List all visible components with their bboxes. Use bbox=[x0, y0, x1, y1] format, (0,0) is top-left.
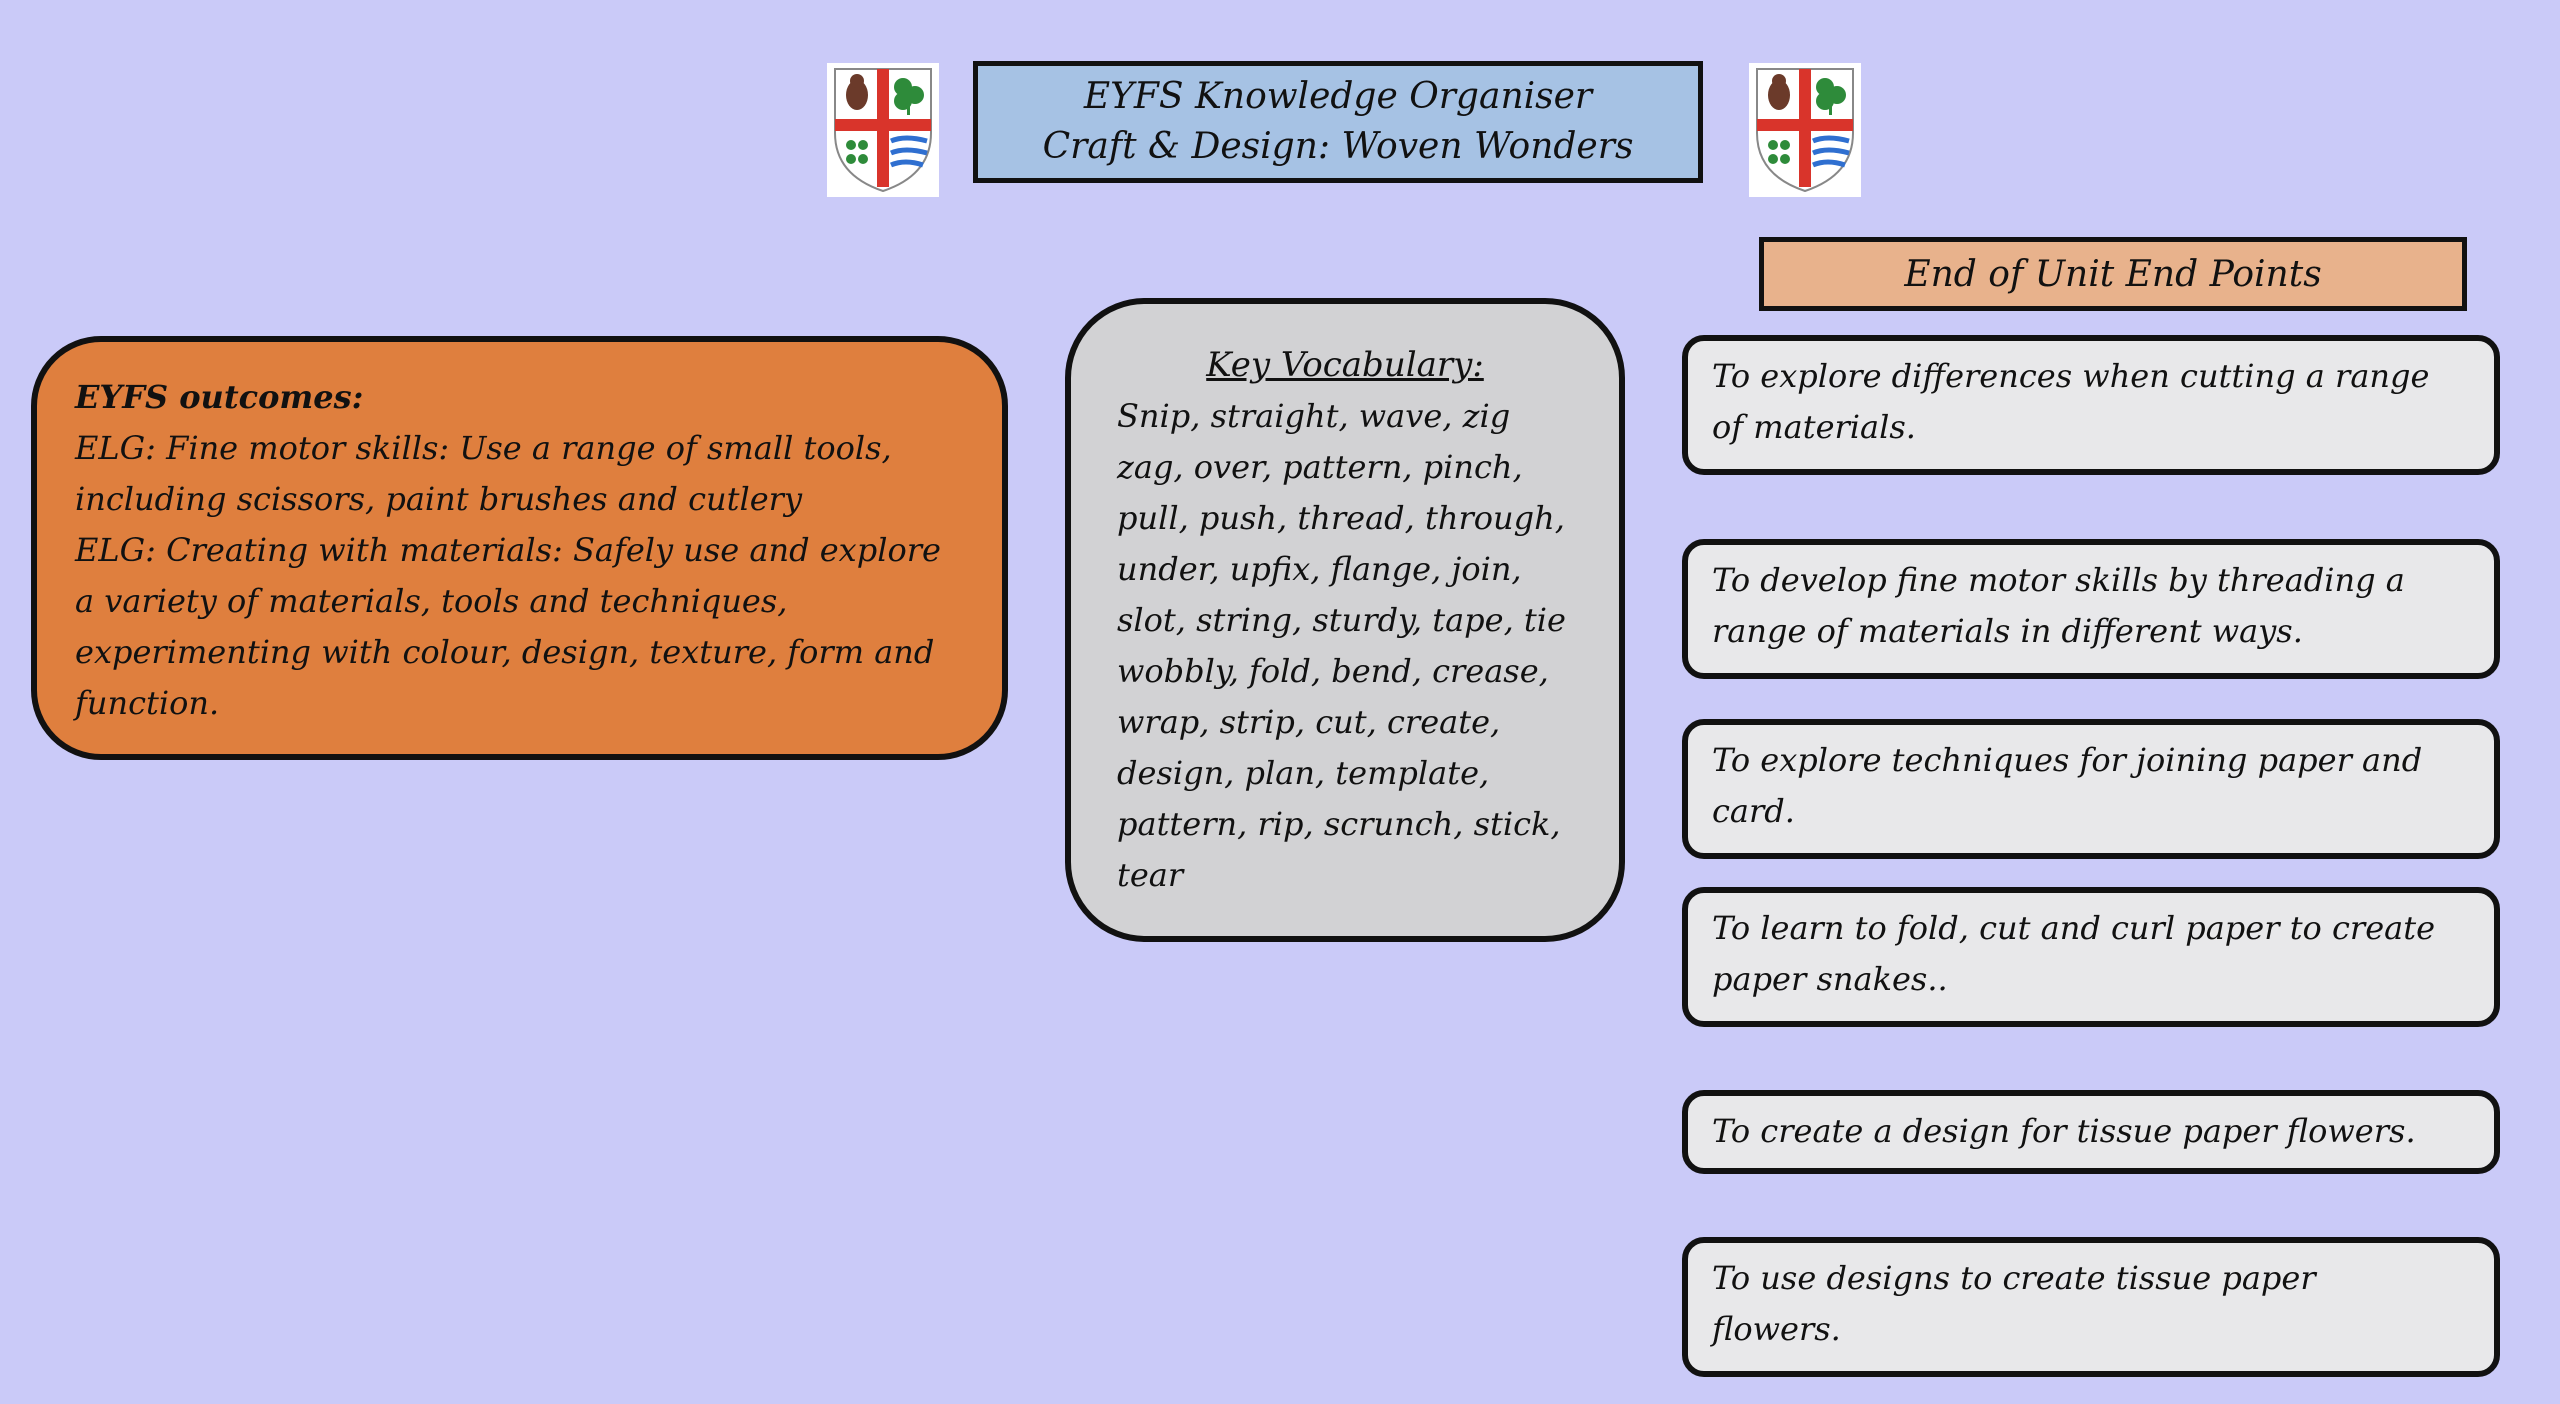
vocabulary-line: wobbly, fold, bend, crease, bbox=[1117, 652, 1549, 690]
end-point-text: range of materials in different ways. bbox=[1712, 612, 2303, 650]
vocabulary-line: slot, string, sturdy, tape, tie bbox=[1117, 601, 1566, 639]
page-title bbox=[973, 61, 1703, 183]
outcomes-line: ELG: Fine motor skills: Use a range of small tools, bbox=[75, 429, 892, 467]
vocabulary-line: design, plan, template, bbox=[1117, 754, 1490, 792]
vocabulary-line: Snip, straight, wave, zig bbox=[1117, 397, 1511, 435]
end-point-item bbox=[1682, 1090, 2500, 1174]
title-line-2: Craft & Design: Woven Wonders bbox=[1042, 126, 1634, 167]
vocabulary-line: tear bbox=[1117, 856, 1184, 894]
outcomes-line: function. bbox=[75, 684, 220, 722]
end-point-text: card. bbox=[1712, 792, 1795, 830]
outcomes-line: experimenting with colour, design, texture, form and bbox=[75, 633, 935, 671]
end-point-text: To use designs to create tissue paper bbox=[1712, 1259, 2316, 1297]
end-point-text: To explore differences when cutting a range bbox=[1712, 357, 2430, 395]
outcomes-line: including scissors, paint brushes and cutlery bbox=[75, 480, 803, 518]
end-point-text: To develop fine motor skills by threading a bbox=[1712, 561, 2405, 599]
vocabulary-line: pull, push, thread, through, bbox=[1117, 499, 1565, 537]
end-point-item bbox=[1682, 1237, 2500, 1377]
end-point-text: flowers. bbox=[1712, 1310, 1841, 1348]
vocabulary-line: wrap, strip, cut, create, bbox=[1117, 703, 1501, 741]
end-point-item bbox=[1682, 887, 2500, 1027]
title-line-1: EYFS Knowledge Organiser bbox=[1083, 76, 1593, 117]
key-vocabulary-panel bbox=[1065, 298, 1625, 942]
outcomes-line: a variety of materials, tools and techniques, bbox=[75, 582, 788, 620]
vocabulary-line: pattern, rip, scrunch, stick, bbox=[1117, 805, 1561, 843]
end-point-text: To explore techniques for joining paper and bbox=[1712, 741, 2423, 779]
outcomes-line: ELG: Creating with materials: Safely use and explore bbox=[75, 531, 941, 569]
end-point-item bbox=[1682, 719, 2500, 859]
end-point-text: of materials. bbox=[1712, 408, 1916, 446]
school-crest-icon bbox=[1749, 63, 1861, 197]
vocabulary-line: under, upfix, flange, join, bbox=[1117, 550, 1522, 588]
end-point-item bbox=[1682, 335, 2500, 475]
eyfs-outcomes-panel bbox=[31, 336, 1008, 760]
outcomes-heading: EYFS outcomes: bbox=[75, 378, 364, 416]
end-point-text: To learn to fold, cut and curl paper to create bbox=[1712, 909, 2436, 947]
end-point-item bbox=[1682, 539, 2500, 679]
school-crest-icon bbox=[827, 63, 939, 197]
end-point-text: paper snakes.. bbox=[1712, 960, 1948, 998]
vocabulary-heading: Key Vocabulary: bbox=[1206, 345, 1484, 385]
end-point-text: To create a design for tissue paper flowers. bbox=[1712, 1112, 2416, 1150]
end-points-heading: End of Unit End Points bbox=[1759, 237, 2467, 311]
vocabulary-line: zag, over, pattern, pinch, bbox=[1117, 448, 1523, 486]
